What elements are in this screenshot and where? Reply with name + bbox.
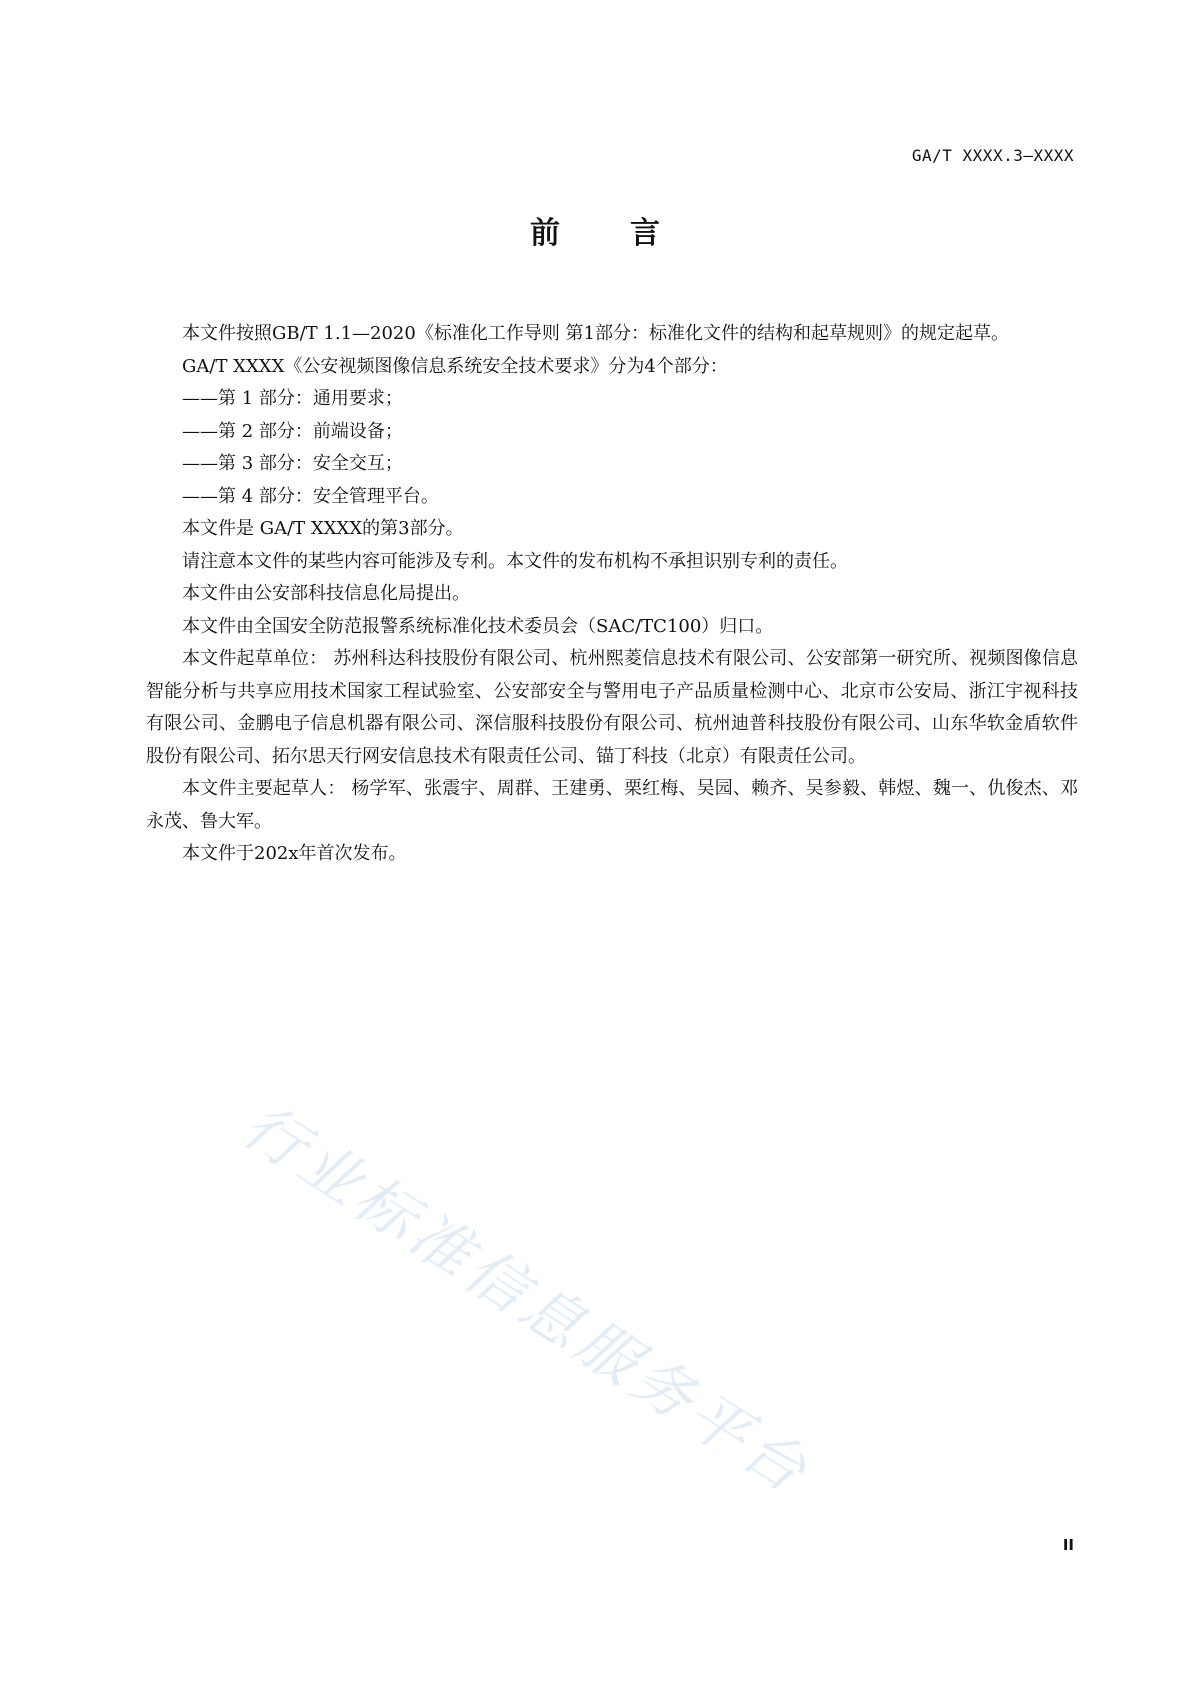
document-code: GA/T XXXX.3—XXXX xyxy=(911,146,1074,165)
list-item-part-1: ——第 1 部分：通用要求； xyxy=(182,388,403,409)
paragraph-drafting-units: 本文件起草单位： 苏州科达科技股份有限公司、杭州熙菱信息技术有限公司、公安部第一研究所、视频图像信息智能分析与共享应用技术国家工程试验室、公安部安全与警用电子产品质量检测中心、北京市公安局、浙江宇视科技有限公司、金鹏电子信息机器有限公司、深信服科技股份有限公司、杭州迪普科技股份有限公司、山东华软金盾软件股份有限公司、拓尔思天行网安信息技术有限责任公司、锚丁科技（北京）有限责任公司。 xyxy=(146,648,1078,767)
watermark: 行业标准信息服务平台 xyxy=(230,1090,823,1510)
page-number: II xyxy=(1062,1536,1074,1554)
foreword-body xyxy=(146,318,1078,871)
list-item-part-2: ——第 2 部分：前端设备； xyxy=(182,420,403,442)
paragraph-parts-intro: GA/T XXXX《公安视频图像信息系统安全技术要求》分为4个部分： xyxy=(182,355,728,377)
paragraph-drafting-rules: 本文件按照GB/T 1.1—2020《标准化工作导则 第1部分：标准化文件的结构和起草规则》的规定起草。 xyxy=(182,323,1010,344)
list-item-part-3: ——第 3 部分：安全交互； xyxy=(182,453,403,474)
paragraph-this-part: 本文件是 GA/T XXXX的第3部分。 xyxy=(182,518,464,539)
paragraph-committee: 本文件由全国安全防范报警系统标准化技术委员会（SAC/TC100）归口。 xyxy=(182,615,774,637)
list-item-part-4: ——第 4 部分：安全管理平台。 xyxy=(182,485,439,507)
paragraph-drafters: 本文件主要起草人： 杨学军、张震宇、周群、王建勇、栗红梅、吴园、赖齐、吴参毅、韩煜、魏一、仇俊杰、邓永茂、鲁大军。 xyxy=(146,778,1078,832)
paragraph-first-release: 本文件于202x年首次发布。 xyxy=(182,843,407,864)
paragraph-patent-notice: 请注意本文件的某些内容可能涉及专利。本文件的发布机构不承担识别专利的责任。 xyxy=(182,550,848,572)
paragraph-proposer: 本文件由公安部科技信息化局提出。 xyxy=(182,583,470,604)
page-title: 前言 xyxy=(530,216,730,251)
